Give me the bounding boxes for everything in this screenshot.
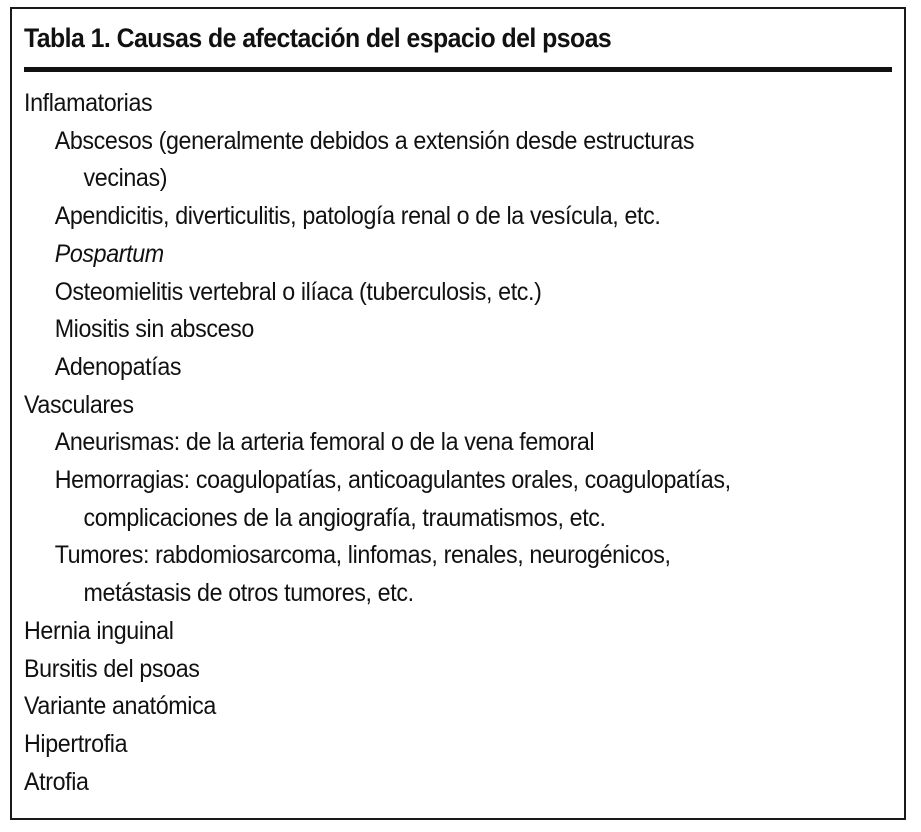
table-frame <box>10 7 906 820</box>
list-item: Abscesos (generalmente debidos a extensión desde estructuras <box>54 126 695 155</box>
category-bursitis: Bursitis del psoas <box>24 654 200 683</box>
list-item: Pospartum <box>54 239 164 268</box>
list-item: Hemorragias: coagulopatías, anticoagulantes orales, coagulopatías, <box>54 466 731 495</box>
list-item-continuation: complicaciones de la angiografía, traumatismos, etc. <box>83 503 606 532</box>
list-item: Tumores: rabdomiosarcoma, linfomas, renales, neurogénicos, <box>54 541 671 570</box>
table-title: Tabla 1. Causas de afectación del espacio del psoas <box>24 23 612 53</box>
category-inflamatorias: Inflamatorias <box>24 89 153 117</box>
list-item: Osteomielitis vertebral o ilíaca (tuberculosis, etc.) <box>54 277 542 306</box>
category-variante-anatomica: Variante anatómica <box>24 692 216 721</box>
list-item-continuation: metástasis de otros tumores, etc. <box>83 579 414 608</box>
list-item-continuation: vecinas) <box>83 164 168 193</box>
list-item: Miositis sin absceso <box>54 315 255 344</box>
category-hipertrofia: Hipertrofia <box>24 729 128 758</box>
list-item: Adenopatías <box>54 352 182 381</box>
title-divider <box>24 67 892 72</box>
category-atrofia: Atrofia <box>24 767 89 796</box>
category-vasculares: Vasculares <box>24 390 134 419</box>
list-item: Aneurismas: de la arteria femoral o de la vena femoral <box>54 428 595 457</box>
list-item: Apendicitis, diverticulitis, patología renal o de la vesícula, etc. <box>54 202 661 231</box>
causes-list <box>24 85 892 801</box>
category-hernia-inguinal: Hernia inguinal <box>24 616 174 645</box>
